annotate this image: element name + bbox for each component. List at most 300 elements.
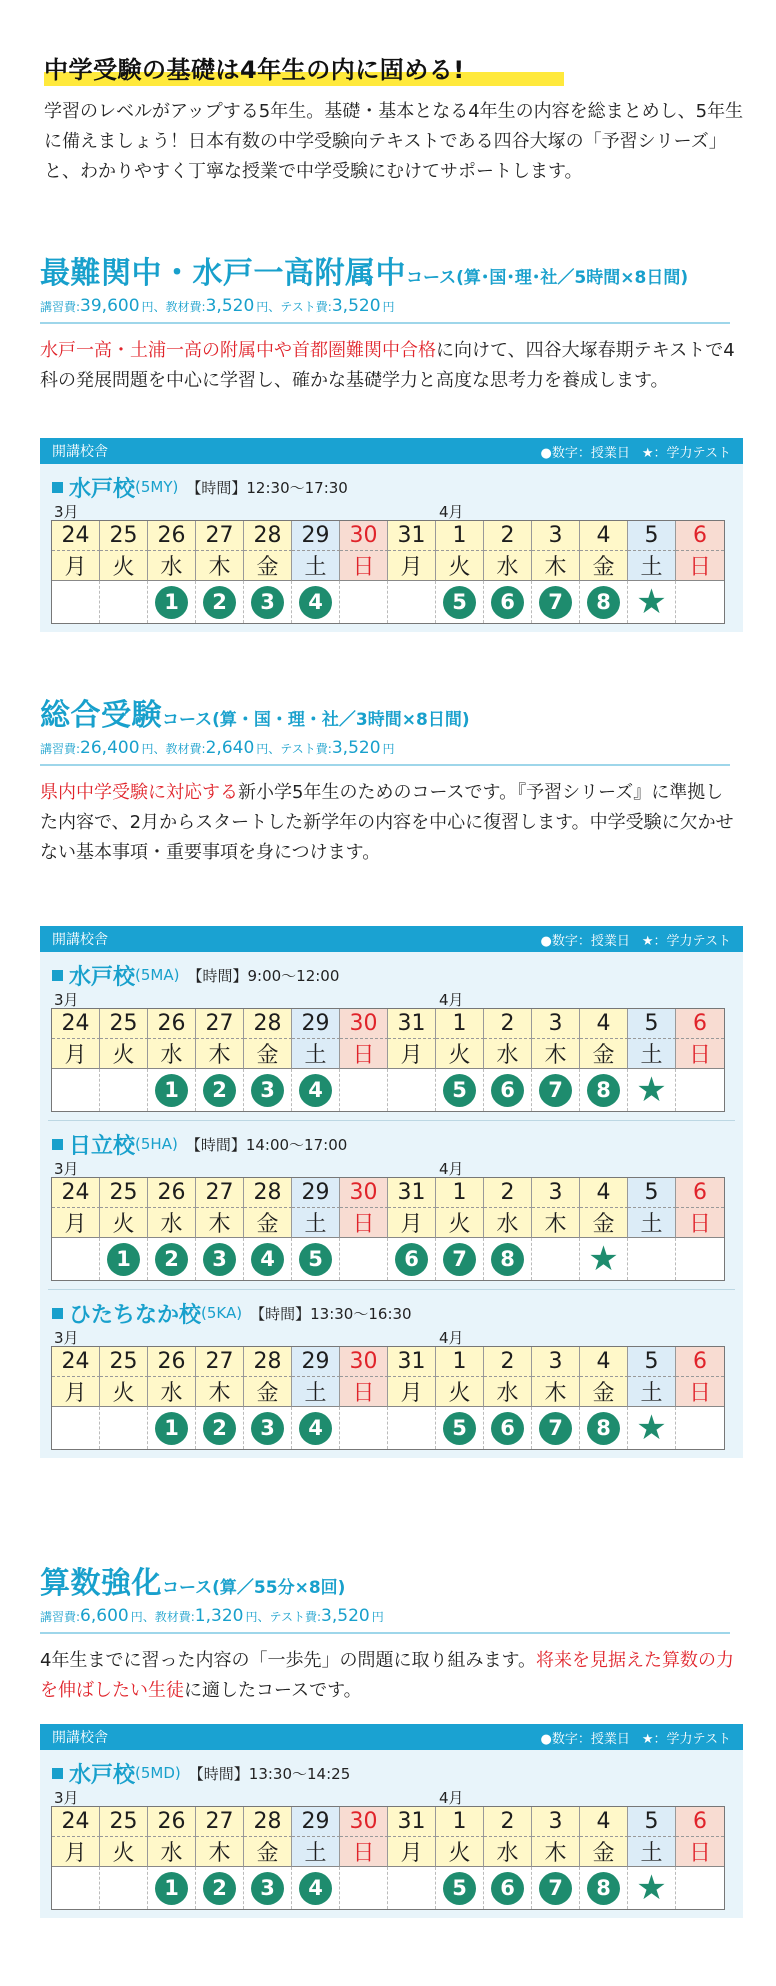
class-day-number: 6 bbox=[491, 1872, 524, 1905]
calendar-mark-cell bbox=[148, 1069, 196, 1111]
campus-code: (5MY) bbox=[135, 478, 179, 496]
materials-value: 3,520 bbox=[205, 296, 255, 316]
calendar-date: 4 bbox=[580, 1178, 628, 1208]
month-march: 3月 bbox=[54, 991, 79, 1009]
calendar-mark-cell bbox=[628, 581, 676, 623]
class-day-number: 4 bbox=[299, 586, 332, 619]
month-april: 4月 bbox=[439, 1789, 464, 1807]
calendar-weekday: 金 bbox=[580, 551, 628, 581]
calendar-weekday: 金 bbox=[580, 1208, 628, 1238]
campus-time: 13:30～14:25 bbox=[248, 1764, 351, 1783]
month-april: 4月 bbox=[439, 1160, 464, 1178]
course-section bbox=[40, 690, 740, 868]
course-title bbox=[40, 690, 740, 734]
calendar-weekday: 金 bbox=[244, 1377, 292, 1407]
campus-block bbox=[48, 464, 735, 624]
calendar-weekday: 土 bbox=[628, 1837, 676, 1867]
square-icon bbox=[52, 482, 63, 493]
campus-code: (5MD) bbox=[135, 1764, 181, 1782]
campus-block bbox=[48, 952, 735, 1112]
calendar-mark-cell bbox=[580, 581, 628, 623]
course-fees bbox=[40, 296, 740, 316]
calendar-date: 29 bbox=[292, 1009, 340, 1039]
calendar-date: 1 bbox=[436, 1178, 484, 1208]
legend-star: ★：学力テスト bbox=[641, 445, 731, 461]
calendar-weekday: 土 bbox=[292, 1208, 340, 1238]
tuition-label: 講習費: bbox=[40, 742, 81, 756]
calendar-date: 30 bbox=[340, 1009, 388, 1039]
panel-label: 開講校舎 bbox=[52, 1730, 108, 1746]
calendar-date: 24 bbox=[52, 1009, 100, 1039]
campus-name: ひたちなか校 bbox=[69, 1302, 202, 1328]
calendar-date: 27 bbox=[196, 1009, 244, 1039]
campus-time: 12:30～17:30 bbox=[246, 478, 348, 497]
class-day-number: 6 bbox=[491, 586, 524, 619]
calendar-date: 28 bbox=[244, 1009, 292, 1039]
calendar-mark-cell bbox=[628, 1867, 676, 1909]
class-day-number: 1 bbox=[155, 1412, 188, 1445]
calendar-date: 2 bbox=[484, 1178, 532, 1208]
calendar-mark-cell bbox=[676, 1407, 724, 1449]
class-day-number: 5 bbox=[443, 1074, 476, 1107]
calendar-date: 2 bbox=[484, 1807, 532, 1837]
calendar-date: 2 bbox=[484, 1009, 532, 1039]
calendar-weekday: 火 bbox=[100, 551, 148, 581]
calendar-date: 4 bbox=[580, 1347, 628, 1377]
schedule-panel bbox=[40, 926, 743, 1458]
calendar-weekday: 土 bbox=[292, 551, 340, 581]
desc-text: に適したコースです。 bbox=[184, 1680, 362, 1701]
calendar-mark-cell bbox=[676, 581, 724, 623]
legend-star: ★：学力テスト bbox=[641, 1731, 731, 1747]
square-icon bbox=[52, 970, 63, 981]
calendar-mark-cell bbox=[52, 1069, 100, 1111]
class-day-number: 8 bbox=[587, 1074, 620, 1107]
course-title-main: 算数強化 bbox=[40, 1566, 162, 1601]
calendar-date: 31 bbox=[388, 1009, 436, 1039]
campus-name: 水戸校 bbox=[69, 1762, 136, 1788]
course-title-suffix: コース(算／55分×8回) bbox=[162, 1578, 346, 1598]
calendar-mark-cell bbox=[580, 1867, 628, 1909]
calendar-weekday: 日 bbox=[676, 1377, 724, 1407]
calendar-weekday: 月 bbox=[52, 551, 100, 581]
calendar-weekday: 木 bbox=[196, 1377, 244, 1407]
calendar-weekday: 月 bbox=[388, 1208, 436, 1238]
materials-label: 教材費: bbox=[165, 300, 206, 314]
course-description bbox=[40, 778, 740, 868]
test-day-star-icon: ★ bbox=[636, 582, 667, 622]
class-day-number: 5 bbox=[299, 1243, 332, 1276]
class-day-number: 2 bbox=[155, 1243, 188, 1276]
test-label: テスト費: bbox=[280, 300, 332, 314]
materials-value: 2,640 bbox=[205, 738, 255, 758]
tuition-value: 39,600 bbox=[80, 296, 140, 316]
calendar-date: 6 bbox=[676, 1347, 724, 1377]
calendar-date: 30 bbox=[340, 1178, 388, 1208]
class-day-number: 3 bbox=[251, 1412, 284, 1445]
campus-name: 水戸校 bbox=[69, 476, 136, 502]
calendar-mark-cell bbox=[532, 1867, 580, 1909]
calendar-mark-cell bbox=[196, 1069, 244, 1111]
yen-end: 円 bbox=[382, 300, 395, 314]
main-heading-text: 中学受験の基礎は4年生の内に固める! bbox=[44, 56, 465, 84]
month-april: 4月 bbox=[439, 991, 464, 1009]
calendar-weekday: 水 bbox=[484, 1208, 532, 1238]
calendar-date: 26 bbox=[148, 521, 196, 551]
calendar-mark-cell bbox=[244, 1407, 292, 1449]
calendar-date: 5 bbox=[628, 521, 676, 551]
calendar-mark-cell bbox=[628, 1407, 676, 1449]
class-day-number: 2 bbox=[203, 586, 236, 619]
test-day-star-icon: ★ bbox=[636, 1408, 667, 1448]
month-labels bbox=[48, 988, 735, 1008]
class-day-number: 1 bbox=[155, 1074, 188, 1107]
yen-sep: 円、 bbox=[256, 300, 281, 314]
calendar-weekday: 月 bbox=[388, 1039, 436, 1069]
calendar-weekday: 水 bbox=[148, 551, 196, 581]
calendar-mark-cell bbox=[196, 581, 244, 623]
square-icon bbox=[52, 1308, 63, 1319]
calendar-mark-cell bbox=[244, 1867, 292, 1909]
calendar-weekday: 木 bbox=[532, 551, 580, 581]
month-april: 4月 bbox=[439, 1329, 464, 1347]
divider bbox=[40, 764, 730, 766]
course-title-main: 最難関中・水戸一高附属中 bbox=[40, 256, 406, 291]
calendar-weekday: 日 bbox=[340, 1837, 388, 1867]
calendar-weekday: 水 bbox=[484, 1377, 532, 1407]
campus-header bbox=[48, 1760, 735, 1786]
calendar-mark-cell bbox=[532, 1407, 580, 1449]
calendar-date: 6 bbox=[676, 1807, 724, 1837]
class-day-number: 7 bbox=[539, 1872, 572, 1905]
calendar-date: 4 bbox=[580, 1807, 628, 1837]
square-icon bbox=[52, 1768, 63, 1779]
calendar-mark-cell bbox=[292, 1069, 340, 1111]
calendar-date: 6 bbox=[676, 1178, 724, 1208]
class-day-number: 5 bbox=[443, 586, 476, 619]
legend bbox=[541, 930, 731, 949]
campus-block bbox=[48, 1289, 735, 1450]
yen-sep: 円、 bbox=[245, 1610, 270, 1624]
campus-time: 9:00～12:00 bbox=[247, 966, 340, 985]
calendar-weekday: 水 bbox=[148, 1039, 196, 1069]
calendar-weekday: 月 bbox=[388, 1377, 436, 1407]
calendar-weekday: 日 bbox=[676, 1208, 724, 1238]
calendar-weekday: 日 bbox=[340, 1208, 388, 1238]
class-day-number: 3 bbox=[251, 586, 284, 619]
calendar-date: 27 bbox=[196, 1807, 244, 1837]
calendar-weekday: 日 bbox=[340, 551, 388, 581]
desc-highlight: 県内中学受験に対応する bbox=[40, 782, 238, 803]
campus-header bbox=[48, 1131, 735, 1157]
calendar-date: 5 bbox=[628, 1178, 676, 1208]
calendar-weekday: 月 bbox=[388, 1837, 436, 1867]
calendar-date: 26 bbox=[148, 1347, 196, 1377]
class-day-number: 2 bbox=[203, 1412, 236, 1445]
calendar-mark-cell bbox=[100, 581, 148, 623]
month-march: 3月 bbox=[54, 1160, 79, 1178]
calendar-mark-cell bbox=[100, 1867, 148, 1909]
calendar-date: 26 bbox=[148, 1178, 196, 1208]
class-day-number: 5 bbox=[443, 1412, 476, 1445]
calendar-mark-cell bbox=[436, 581, 484, 623]
calendar-date: 30 bbox=[340, 1347, 388, 1377]
calendar-weekday: 木 bbox=[532, 1039, 580, 1069]
calendar-mark-cell bbox=[292, 1238, 340, 1280]
yen-end: 円 bbox=[382, 742, 395, 756]
yen-end: 円 bbox=[371, 1610, 384, 1624]
calendar-mark-cell bbox=[388, 1238, 436, 1280]
calendar-weekday: 日 bbox=[676, 551, 724, 581]
campus-block bbox=[48, 1750, 735, 1910]
schedule-panel bbox=[40, 1724, 743, 1918]
schedule-panel bbox=[40, 438, 743, 632]
calendar-date: 3 bbox=[532, 1347, 580, 1377]
legend-number: ●数字：授業日 bbox=[540, 1731, 630, 1747]
calendar-mark-cell bbox=[196, 1867, 244, 1909]
calendar-mark-cell bbox=[100, 1069, 148, 1111]
intro-text: 学習のレベルがアップする5年生。基礎・基本となる4年生の内容を総まとめし、5年生に備えましょう！日本有数の中学受験向テキストである四谷大塚の「予習シリーズ」と、わかりやすく丁寧な授業で中学受験にむけてサポートします。 bbox=[44, 101, 744, 182]
calendar-mark-cell bbox=[148, 581, 196, 623]
calendar-date: 2 bbox=[484, 1347, 532, 1377]
yen-sep: 円、 bbox=[130, 1610, 155, 1624]
calendar-date: 1 bbox=[436, 1807, 484, 1837]
calendar-mark-cell bbox=[676, 1069, 724, 1111]
course-title-suffix: コース(算･国･理･社／5時間×8日間) bbox=[406, 268, 689, 288]
course-fees bbox=[40, 1606, 740, 1626]
calendar-mark-cell bbox=[484, 1867, 532, 1909]
calendar-grid bbox=[51, 1346, 725, 1450]
class-day-number: 5 bbox=[443, 1872, 476, 1905]
test-label: テスト費: bbox=[280, 742, 332, 756]
desc-text-pre: 4年生までに習った内容の「一歩先」の問題に取り組みます。 bbox=[40, 1650, 537, 1671]
class-day-number: 6 bbox=[395, 1243, 428, 1276]
calendar-date: 30 bbox=[340, 521, 388, 551]
course-title bbox=[40, 1558, 740, 1602]
class-day-number: 1 bbox=[155, 586, 188, 619]
campus-name: 日立校 bbox=[69, 1133, 136, 1159]
calendar-weekday: 月 bbox=[52, 1377, 100, 1407]
campus-code: (5KA) bbox=[201, 1304, 243, 1322]
calendar-date: 1 bbox=[436, 1347, 484, 1377]
campus-header bbox=[48, 962, 735, 988]
class-day-number: 8 bbox=[587, 1412, 620, 1445]
calendar-weekday: 火 bbox=[436, 1208, 484, 1238]
class-day-number: 3 bbox=[251, 1074, 284, 1107]
calendar-weekday: 木 bbox=[196, 1039, 244, 1069]
calendar-date: 29 bbox=[292, 1807, 340, 1837]
calendar-mark-cell bbox=[388, 1407, 436, 1449]
calendar-weekday: 土 bbox=[628, 1208, 676, 1238]
calendar-mark-cell bbox=[340, 1069, 388, 1111]
calendar-date: 5 bbox=[628, 1347, 676, 1377]
calendar-mark-cell bbox=[532, 1069, 580, 1111]
yen-sep: 円、 bbox=[141, 742, 166, 756]
month-april: 4月 bbox=[439, 503, 464, 521]
time-label: 【時間】 bbox=[185, 1135, 246, 1154]
class-day-number: 7 bbox=[539, 1074, 572, 1107]
calendar-date: 24 bbox=[52, 521, 100, 551]
class-day-number: 3 bbox=[203, 1243, 236, 1276]
calendar-date: 28 bbox=[244, 1347, 292, 1377]
calendar-mark-cell bbox=[628, 1069, 676, 1111]
calendar-date: 25 bbox=[100, 521, 148, 551]
calendar-mark-cell bbox=[148, 1407, 196, 1449]
calendar-weekday: 火 bbox=[100, 1837, 148, 1867]
class-day-number: 1 bbox=[107, 1243, 140, 1276]
calendar-date: 5 bbox=[628, 1009, 676, 1039]
month-labels bbox=[48, 1157, 735, 1177]
legend-number: ●数字：授業日 bbox=[540, 933, 630, 949]
calendar-date: 24 bbox=[52, 1347, 100, 1377]
class-day-number: 4 bbox=[299, 1412, 332, 1445]
calendar-weekday: 金 bbox=[244, 1208, 292, 1238]
test-label: テスト費: bbox=[269, 1610, 322, 1624]
calendar-weekday: 土 bbox=[628, 1039, 676, 1069]
calendar-mark-cell bbox=[340, 1867, 388, 1909]
calendar-date: 24 bbox=[52, 1178, 100, 1208]
calendar-weekday: 月 bbox=[52, 1837, 100, 1867]
course-section bbox=[40, 248, 740, 396]
main-heading bbox=[44, 50, 564, 88]
calendar-date: 29 bbox=[292, 1178, 340, 1208]
class-day-number: 6 bbox=[491, 1412, 524, 1445]
tuition-value: 26,400 bbox=[80, 738, 140, 758]
yen-sep: 円、 bbox=[256, 742, 281, 756]
calendar-weekday: 水 bbox=[148, 1837, 196, 1867]
calendar-grid bbox=[51, 520, 725, 624]
calendar-mark-cell bbox=[52, 581, 100, 623]
calendar-weekday: 日 bbox=[340, 1039, 388, 1069]
calendar-mark-cell bbox=[244, 581, 292, 623]
calendar-weekday: 水 bbox=[484, 1039, 532, 1069]
calendar-weekday: 金 bbox=[580, 1377, 628, 1407]
course-title bbox=[40, 248, 740, 292]
month-labels bbox=[48, 1326, 735, 1346]
calendar-date: 30 bbox=[340, 1807, 388, 1837]
time-label: 【時間】 bbox=[250, 1304, 311, 1323]
calendar-mark-cell bbox=[52, 1238, 100, 1280]
calendar-date: 24 bbox=[52, 1807, 100, 1837]
calendar-mark-cell bbox=[52, 1867, 100, 1909]
class-day-number: 7 bbox=[443, 1243, 476, 1276]
calendar-mark-cell bbox=[292, 581, 340, 623]
materials-label: 教材費: bbox=[154, 1610, 195, 1624]
calendar-grid bbox=[51, 1008, 725, 1112]
month-labels bbox=[48, 1786, 735, 1806]
calendar-mark-cell bbox=[100, 1407, 148, 1449]
calendar-date: 6 bbox=[676, 1009, 724, 1039]
calendar-date: 4 bbox=[580, 1009, 628, 1039]
campus-time: 13:30～16:30 bbox=[310, 1304, 412, 1323]
calendar-date: 31 bbox=[388, 521, 436, 551]
calendar-mark-cell bbox=[244, 1069, 292, 1111]
calendar-weekday: 月 bbox=[388, 551, 436, 581]
calendar-mark-cell bbox=[532, 581, 580, 623]
campus-time: 14:00～17:00 bbox=[245, 1135, 348, 1154]
calendar-mark-cell bbox=[580, 1238, 628, 1280]
course-fees bbox=[40, 738, 740, 758]
calendar-mark-cell bbox=[388, 581, 436, 623]
course-description bbox=[40, 1646, 740, 1706]
calendar-date: 26 bbox=[148, 1009, 196, 1039]
calendar-mark-cell bbox=[340, 1407, 388, 1449]
calendar-mark-cell bbox=[340, 581, 388, 623]
test-day-star-icon: ★ bbox=[588, 1239, 619, 1279]
calendar-date: 2 bbox=[484, 521, 532, 551]
divider bbox=[40, 322, 730, 324]
calendar-date: 25 bbox=[100, 1009, 148, 1039]
calendar-weekday: 金 bbox=[244, 551, 292, 581]
test-day-star-icon: ★ bbox=[636, 1070, 667, 1110]
calendar-date: 31 bbox=[388, 1347, 436, 1377]
calendar-weekday: 土 bbox=[628, 551, 676, 581]
calendar-date: 1 bbox=[436, 1009, 484, 1039]
test-day-star-icon: ★ bbox=[636, 1868, 667, 1908]
class-day-number: 4 bbox=[299, 1872, 332, 1905]
month-march: 3月 bbox=[54, 1329, 79, 1347]
calendar-date: 3 bbox=[532, 1807, 580, 1837]
yen-sep: 円、 bbox=[141, 300, 166, 314]
calendar-mark-cell bbox=[436, 1238, 484, 1280]
calendar-mark-cell bbox=[580, 1069, 628, 1111]
calendar-date: 27 bbox=[196, 1347, 244, 1377]
legend-number: ●数字：授業日 bbox=[540, 445, 630, 461]
class-day-number: 6 bbox=[491, 1074, 524, 1107]
calendar-weekday: 火 bbox=[436, 1837, 484, 1867]
calendar-mark-cell bbox=[436, 1867, 484, 1909]
class-day-number: 8 bbox=[587, 1872, 620, 1905]
course-title-suffix: コース(算・国・理・社／3時間×8日間) bbox=[162, 710, 470, 730]
month-march: 3月 bbox=[54, 1789, 79, 1807]
calendar-weekday: 木 bbox=[196, 1208, 244, 1238]
calendar-weekday: 金 bbox=[580, 1837, 628, 1867]
course-title-main: 総合受験 bbox=[40, 698, 162, 733]
calendar-weekday: 金 bbox=[244, 1837, 292, 1867]
campus-header bbox=[48, 474, 735, 500]
calendar-mark-cell bbox=[100, 1238, 148, 1280]
calendar-mark-cell bbox=[148, 1867, 196, 1909]
calendar-weekday: 水 bbox=[484, 551, 532, 581]
legend bbox=[541, 1728, 731, 1747]
tuition-label: 講習費: bbox=[40, 300, 81, 314]
calendar-date: 6 bbox=[676, 521, 724, 551]
class-day-number: 7 bbox=[539, 1412, 572, 1445]
materials-value: 1,320 bbox=[194, 1606, 244, 1626]
calendar-mark-cell bbox=[148, 1238, 196, 1280]
desc-highlight: 水戸一高・土浦一高の附属中や首都圏難関中合格 bbox=[40, 340, 436, 361]
calendar-mark-cell bbox=[484, 1407, 532, 1449]
calendar-mark-cell bbox=[196, 1407, 244, 1449]
desc-text: に向けて、四谷大塚春期テキストで4科の発展問題を中心に学習し、確かな基礎学力と高度な思考力を養成します。 bbox=[40, 340, 735, 391]
calendar-date: 25 bbox=[100, 1347, 148, 1377]
calendar-weekday: 木 bbox=[532, 1208, 580, 1238]
calendar-date: 3 bbox=[532, 1009, 580, 1039]
calendar-weekday: 月 bbox=[52, 1039, 100, 1069]
calendar-grid bbox=[51, 1177, 725, 1281]
calendar-mark-cell bbox=[484, 581, 532, 623]
materials-label: 教材費: bbox=[165, 742, 206, 756]
legend-star: ★：学力テスト bbox=[641, 933, 731, 949]
calendar-mark-cell bbox=[580, 1407, 628, 1449]
calendar-weekday: 火 bbox=[436, 1377, 484, 1407]
calendar-mark-cell bbox=[676, 1238, 724, 1280]
calendar-date: 5 bbox=[628, 1807, 676, 1837]
campus-code: (5HA) bbox=[135, 1135, 178, 1153]
desc-highlight: 将来を見据えた算数の力を伸ばしたい生徒 bbox=[40, 1650, 735, 1701]
panel-header bbox=[40, 926, 743, 952]
calendar-weekday: 木 bbox=[532, 1837, 580, 1867]
